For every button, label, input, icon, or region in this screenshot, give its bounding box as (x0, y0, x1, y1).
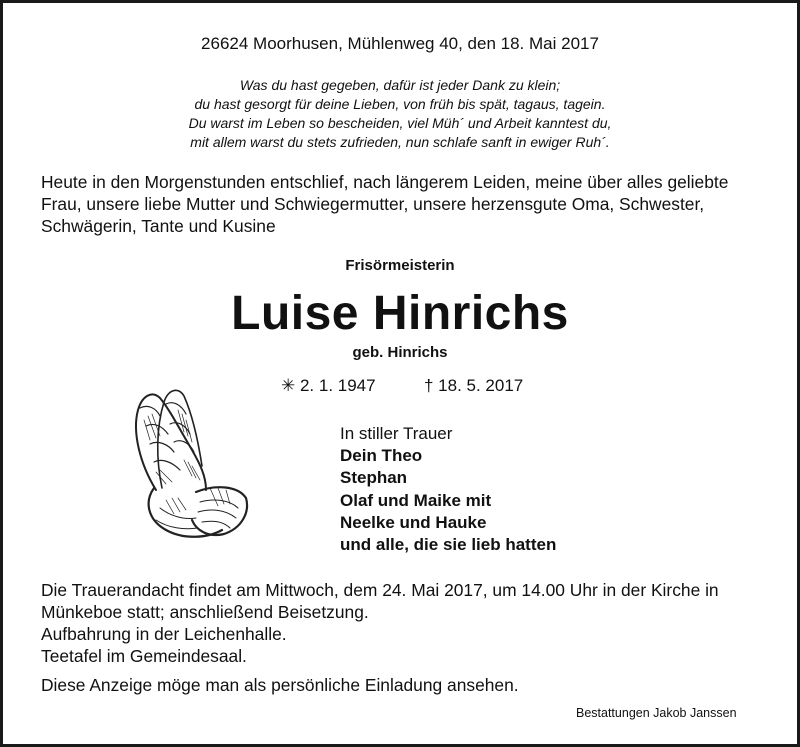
birth-name: geb. Hinrichs (352, 344, 448, 361)
service-line: Münkeboe statt; anschließend Beisetzung. (41, 602, 369, 622)
mourner-name: Olaf und Maike mit (340, 491, 492, 510)
death-date: † 18. 5. 2017 (424, 376, 524, 395)
intro-line: Heute in den Morgenstunden entschlief, nach längerem Leiden, meine über alles geliebte (41, 172, 729, 192)
poem-line: Was du hast gegeben, dafür ist jeder Dank zu klein; (239, 77, 561, 93)
service-line: Die Trauerandacht findet am Mittwoch, dem 24. Mai 2017, um 14.00 Uhr in der Kirche in (41, 580, 719, 600)
intro-line: Frau, unsere liebe Mutter und Schwiegermutter, unsere herzensgute Oma, Schwester, (41, 194, 705, 214)
mourner-name: Stephan (340, 468, 408, 487)
deceased-name: Luise Hinrichs (231, 287, 569, 340)
deceased-title: Frisörmeisterin (345, 257, 455, 274)
funeral-home: Bestattungen Jakob Janssen (576, 706, 737, 720)
mourner-name: und alle, die sie lieb hatten (340, 535, 557, 554)
poem-line: Du warst im Leben so bescheiden, viel Müh´ und Arbeit kanntest du, (188, 115, 612, 131)
service-line: Teetafel im Gemeindesaal. (41, 646, 247, 666)
birth-date: ✳ 2. 1. 1947 (281, 376, 376, 395)
intro-line: Schwägerin, Tante und Kusine (41, 216, 276, 236)
mourners-heading: In stiller Trauer (340, 424, 453, 443)
service-line: Aufbahrung in der Leichenhalle. (41, 624, 287, 644)
mourner-name: Dein Theo (340, 446, 423, 465)
invitation-text: Diese Anzeige möge man als persönliche Einladung ansehen. (41, 675, 519, 695)
praying-hands-icon (126, 380, 250, 542)
place-date: 26624 Moorhusen, Mühlenweg 40, den 18. Mai 2017 (201, 34, 599, 53)
mourner-name: Neelke und Hauke (340, 513, 487, 532)
poem-line: mit allem warst du stets zufrieden, nun schlafe sanft in ewiger Ruh´. (190, 134, 610, 150)
poem-line: du hast gesorgt für deine Lieben, von früh bis spät, tagaus, tagein. (194, 96, 606, 112)
